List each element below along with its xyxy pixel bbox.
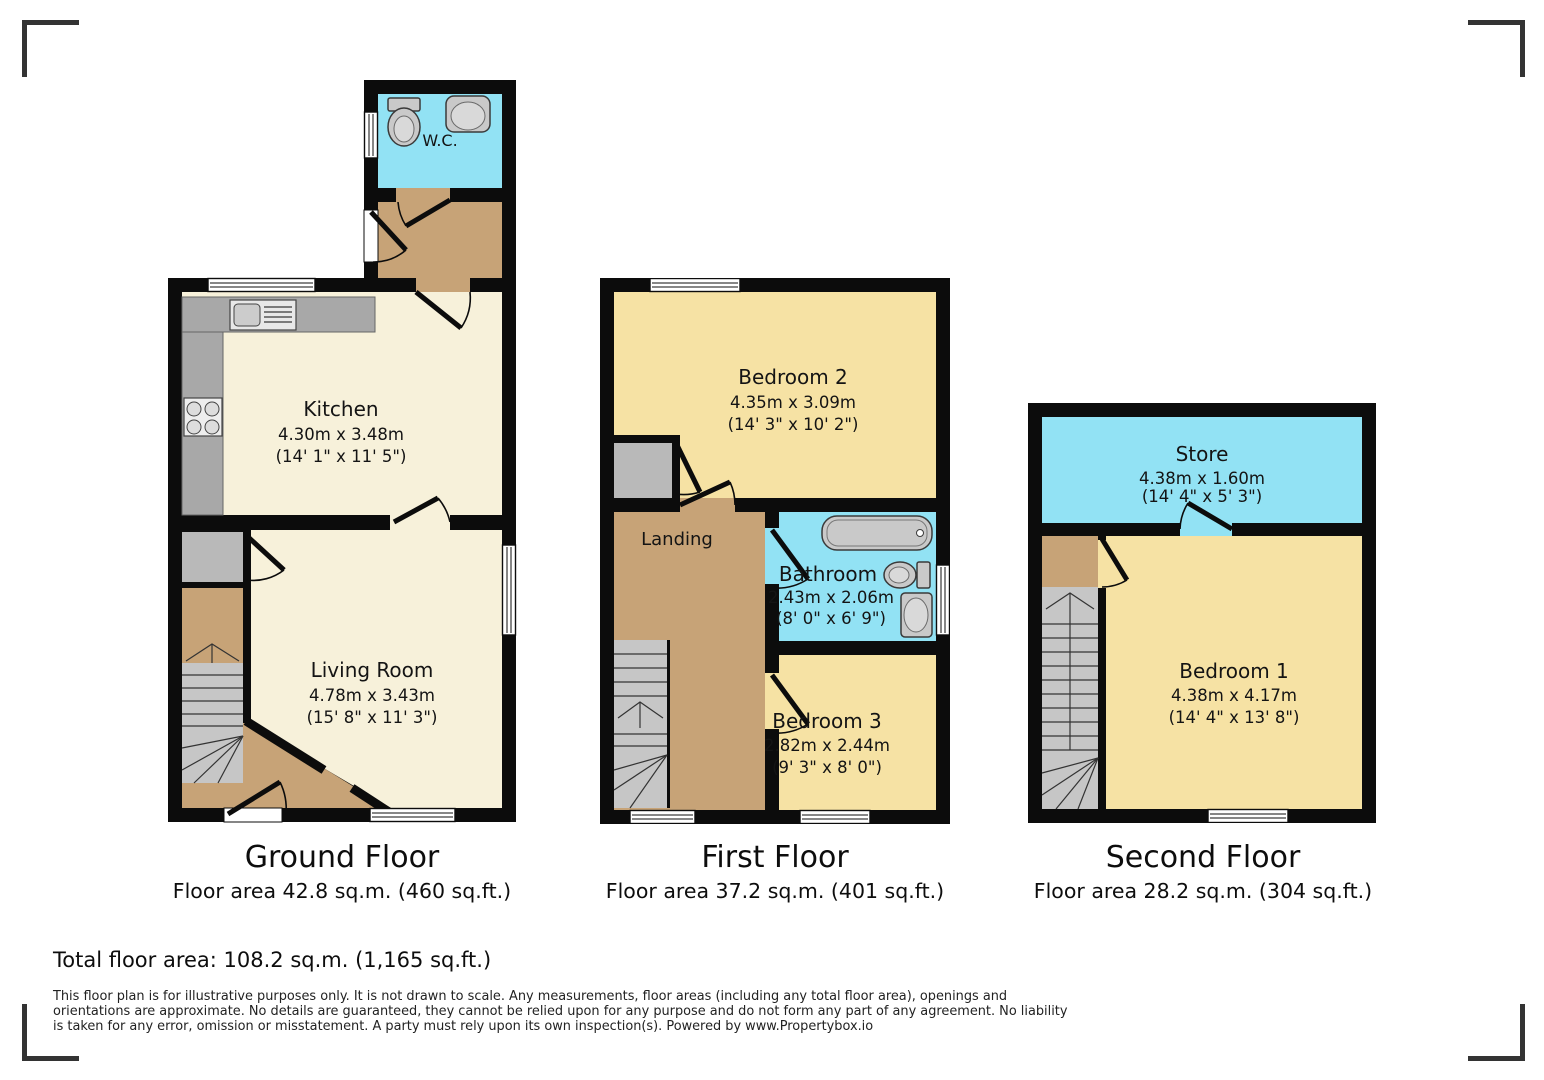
toilet-icon (388, 98, 420, 146)
bedroom1-dims-ft: (14' 4" x 13' 8") (1168, 708, 1300, 727)
bedroom2-dims-m: 4.35m x 3.09m (730, 393, 856, 412)
bathroom-dims-ft: (8' 0" x 6' 9") (776, 609, 886, 628)
kitchen-dims-ft: (14' 1" x 11' 5") (275, 447, 407, 466)
bedroom3-dims-ft: (9' 3" x 8' 0") (772, 758, 882, 777)
total-floor-area: Total floor area: 108.2 sq.m. (1,165 sq.ft.) (53, 948, 492, 972)
landing-label: Landing (641, 529, 713, 550)
hob-icon (184, 398, 222, 436)
ground-floor-plan (166, 78, 518, 824)
sink-icon (901, 593, 932, 637)
bathroom-dims-m: 2.43m x 2.06m (768, 588, 894, 607)
corner-mark-top-left (22, 20, 79, 77)
stair-winder (182, 736, 243, 783)
closet-wall-top (614, 435, 680, 443)
sink-icon (446, 96, 490, 132)
second-floor-plan (1028, 403, 1376, 823)
store-label: Store (1175, 442, 1229, 466)
bedroom1-label: Bedroom 1 (1179, 659, 1289, 683)
bedroom3-label: Bedroom 3 (772, 709, 882, 733)
bathtub-icon (822, 516, 932, 550)
bedroom3-dims-m: 2.82m x 2.44m (764, 736, 890, 755)
kitchen-label: Kitchen (303, 397, 379, 421)
bathroom-label: Bathroom (778, 562, 878, 586)
ground-floor-title: Ground Floor (244, 840, 440, 875)
stair-landing (1042, 536, 1098, 587)
second-floor-area: Floor area 28.2 sq.m. (304 sq.ft.) (1033, 879, 1373, 903)
stair-divider (667, 640, 670, 808)
living-room-label: Living Room (310, 658, 434, 682)
window (1208, 810, 1288, 823)
bedroom1-dims-m: 4.38m x 4.17m (1171, 686, 1297, 705)
wc-door-opening (396, 188, 450, 202)
ground-floor-area: Floor area 42.8 sq.m. (460 sq.ft.) (172, 879, 512, 903)
bedroom2-label: Bedroom 2 (738, 365, 848, 389)
hall-kitchen-opening (416, 278, 470, 292)
bedroom2-dims-ft: (14' 3" x 10' 2") (727, 415, 859, 434)
toilet-icon (884, 562, 930, 588)
wc-label: W.C. (422, 131, 458, 150)
second-floor-title: Second Floor (1105, 840, 1301, 875)
living-room-dims-ft: (15' 8" x 11' 3") (306, 708, 438, 727)
store-dims-m: 4.38m x 1.60m (1139, 469, 1265, 488)
disclaimer-text: This floor plan is for illustrative purposes only. It is not drawn to scale. Any measurements, floor areas (including any total floor area), openings and orientations are approximate. No details are guaranteed, they cannot be relied upon for any purpose and do not form any part of any agreement. No liability is taken for any error, omission or misstatement. A party must rely upon its own inspection(s). Powered by www.Propertybox.io (53, 989, 1068, 1035)
living-room-dims-m: 4.78m x 3.43m (309, 686, 435, 705)
closet (182, 532, 243, 582)
entry-hall (182, 783, 243, 808)
first-floor-title: First Floor (701, 840, 849, 875)
first-floor-plan (600, 278, 950, 824)
corner-mark-bottom-right (1468, 1004, 1525, 1061)
kitchen-dims-m: 4.30m x 3.48m (278, 425, 404, 444)
corner-mark-top-right (1468, 20, 1525, 77)
staircase (182, 663, 243, 736)
bedroom2-closet (614, 443, 672, 498)
store-dims-ft: (14' 4" x 5' 3") (1141, 487, 1263, 506)
first-floor-area: Floor area 37.2 sq.m. (401 sq.ft.) (605, 879, 945, 903)
